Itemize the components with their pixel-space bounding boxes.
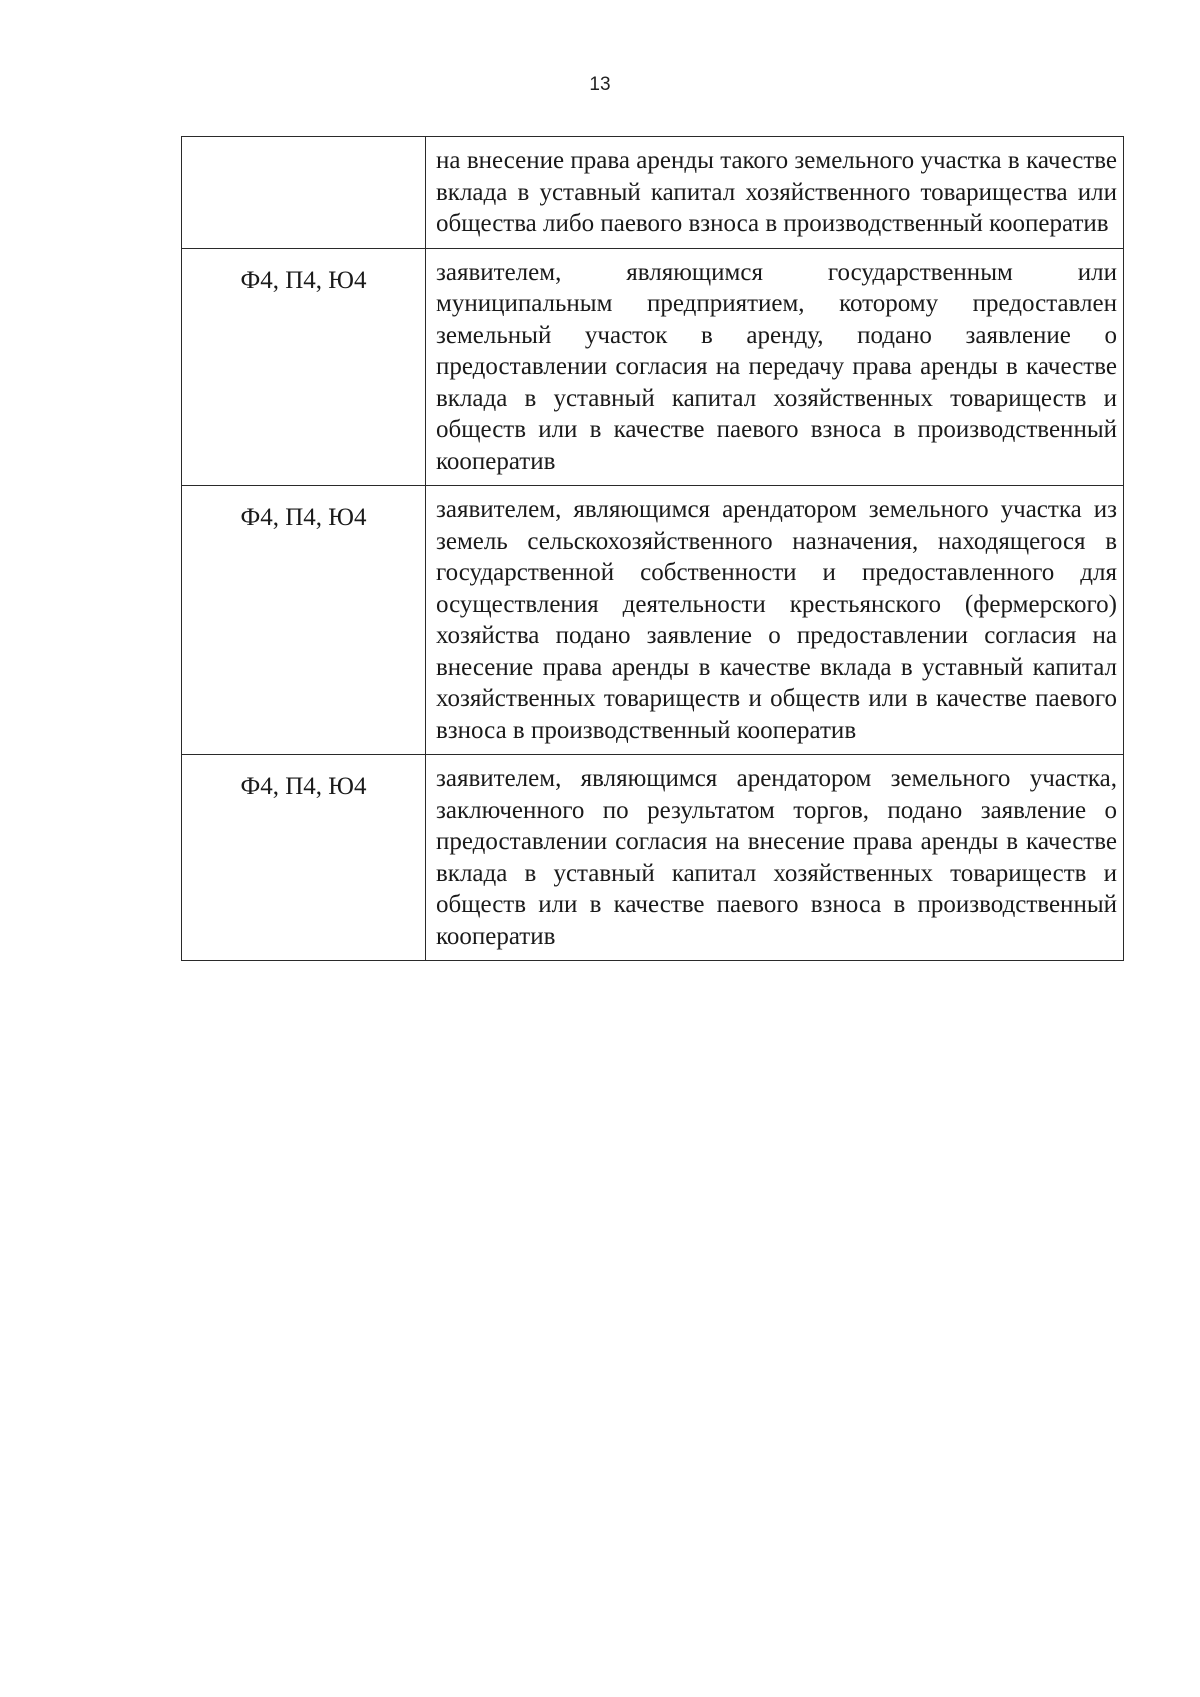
- applicant-code-cell: Ф4, П4, Ю4: [182, 486, 426, 755]
- condition-text-cell: заявителем, являющимся арендатором земельного участка из земель сельскохозяйственного назначения, находящегося в государственной собственности и предоставленного для осуществления деятельности крестьянского (фермерского) хозяйства подано заявление о предоставлении согласия на внесение права аренды в качестве вклада в уставный капитал хозяйственных товариществ и обществ или в качестве паевого взноса в производственный кооператив: [426, 486, 1124, 755]
- condition-text-cell: на внесение права аренды такого земельного участка в качестве вклада в уставный капитал хозяйственного товарищества или общества либо паевого взноса в производственный кооператив: [426, 137, 1124, 249]
- applicant-code-cell: Ф4, П4, Ю4: [182, 755, 426, 961]
- table-row: [182, 755, 1124, 961]
- applicant-code-cell: Ф4, П4, Ю4: [182, 248, 426, 486]
- page-number: 13: [589, 74, 611, 95]
- conditions-table: [181, 136, 1124, 961]
- table-row: [182, 248, 1124, 486]
- condition-text-cell: заявителем, являющимся государственным или муниципальным предприятием, которому предоставлен земельный участок в аренду, подано заявление о предоставлении согласия на передачу права аренды в качестве вклада в уставный капитал хозяйственных товариществ и обществ или в качестве паевого взноса в производственный кооператив: [426, 248, 1124, 486]
- table-row: [182, 486, 1124, 755]
- applicant-code-cell: [182, 137, 426, 249]
- condition-text-cell: заявителем, являющимся арендатором земельного участка, заключенного по результатом торгов, подано заявление о предоставлении согласия на внесение права аренды в качестве вклада в уставный капитал хозяйственных товариществ и обществ или в качестве паевого взноса в производственный кооператив: [426, 755, 1124, 961]
- table-row: [182, 137, 1124, 249]
